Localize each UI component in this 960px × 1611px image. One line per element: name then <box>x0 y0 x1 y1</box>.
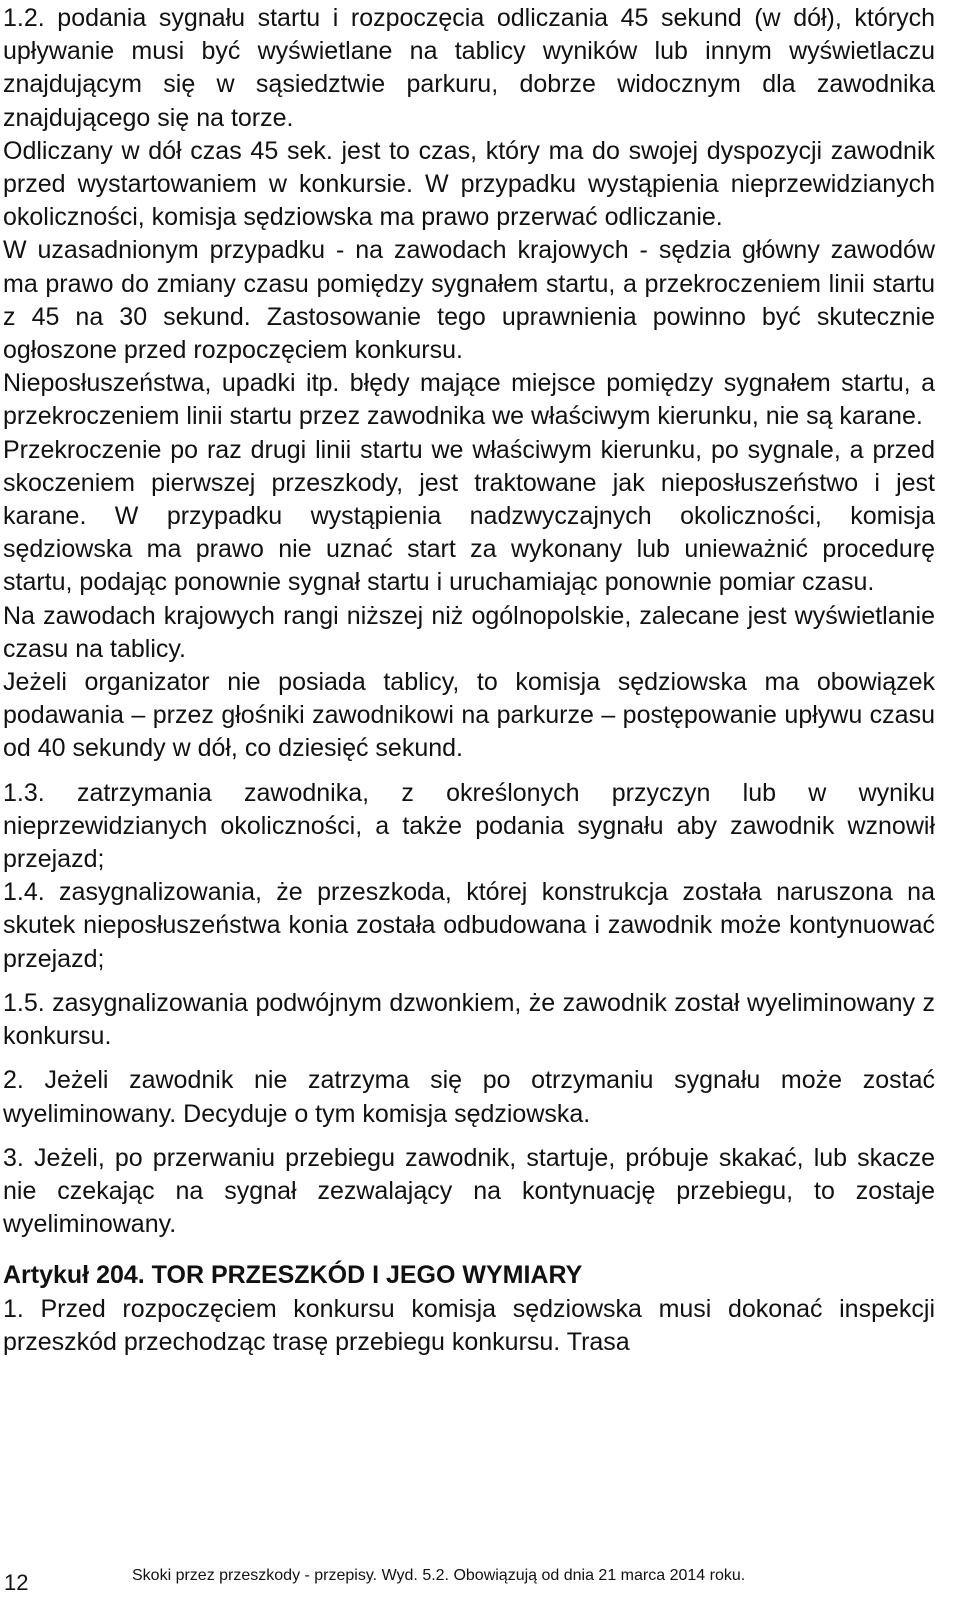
paragraph-2: 2. Jeżeli zawodnik nie zatrzyma się po otrzymaniu sygnału może zostać wyeliminowany. Decyduje o tym komisja sędziowska. <box>3 1066 935 1128</box>
paragraph-1-5: 1.5. zasygnalizowania podwójnym dzwonkiem, że zawodnik został wyeliminowany z konkursu. <box>3 988 935 1051</box>
page-number: 12 <box>4 1570 29 1595</box>
paragraph-1-4: 1.4. zasygnalizowania, że przeszkoda, której konstrukcja została naruszona na skutek nieposłuszeństwa konia została odbudowana i zawodnik może kontynuować przejazd; <box>3 878 935 973</box>
document-body <box>3 2 935 1359</box>
paragraph-national-events: Na zawodach krajowych rangi niższej niż ogólnopolskie, zalecane jest wyświetlanie czasu na tablicy. <box>3 601 935 663</box>
article-heading: Artykuł 204. TOR PRZESZKÓD I JEGO WYMIARY <box>3 1261 583 1290</box>
paragraph-second-crossing: Przekroczenie po raz drugi linii startu we właściwym kierunku, po sygnale, a przed skoczeniem pierwszej przeszkody, jest traktowane jak nieposłuszeństwo i jest karane. W przypadku wystąpienia nadzwyczajnych okoliczności, komisja sędziowska ma prawo nie uznać start za wykonany lub unieważnić procedurę startu, podając ponownie sygnał startu i uruchamiając ponownie pomiar czasu. <box>3 435 935 597</box>
paragraph-3: 3. Jeżeli, po przerwaniu przebiegu zawodnik, startuje, próbuje skakać, lub skacze nie czekając na sygnał zezwalający na kontynuację przebiegu, to zostaje wyeliminowany. <box>3 1143 935 1239</box>
paragraph-justified-case: W uzasadnionym przypadku - na zawodach krajowych - sędzia główny zawodów ma prawo do zmiany czasu pomiędzy sygnałem startu, a przekroczeniem linii startu z 45 na 30 sekund. Zastosowanie tego uprawnienia powinno być skutecznie ogłoszone przed rozpoczęciem konkursu. <box>3 236 935 365</box>
paragraph-countdown: Odliczany w dół czas 45 sek. jest to czas, który ma do swojej dyspozycji zawodnik przed wystartowaniem w konkursie. W przypadku wystąpienia nieprzewidzianych okoliczności, komisja sędziowska ma prawo przerwać odliczanie. <box>3 136 935 232</box>
paragraph-no-board: Jeżeli organizator nie posiada tablicy, to komisja sędziowska ma obowiązek podawania – przez głośniki zawodnikowi na parkurze – postępowanie upływu czasu od 40 sekundy w dół, co dziesięć sekund. <box>3 668 935 763</box>
paragraph-1-3: 1.3. zatrzymania zawodnika, z określonych przyczyn lub w wyniku nieprzewidzianych okoliczności, a także podania sygnału aby zawodnik wznowił przejazd; <box>3 778 935 874</box>
footer-note: Skoki przez przeszkody - przepisy. Wyd. 5.2. Obowiązują od dnia 21 marca 2014 roku. <box>132 1567 746 1584</box>
paragraph-article-1: 1. Przed rozpoczęciem konkursu komisja sędziowska musi dokonać inspekcji przeszkód przechodząc trasę przebiegu konkursu. Trasa <box>3 1294 935 1356</box>
paragraph-1-2: 1.2. podania sygnału startu i rozpoczęcia odliczania 45 sekund (w dół), których upływanie musi być wyświetlane na tablicy wyników lub innym wyświetlaczu znajdującym się w sąsiedztwie parkuru, dobrze widocznym dla zawodnika znajdującego się na torze. <box>3 4 935 132</box>
paragraph-disobedience: Nieposłuszeństwa, upadki itp. błędy mające miejsce pomiędzy sygnałem startu, a przekroczeniem linii startu przez zawodnika we właściwym kierunku, nie są karane. <box>3 369 935 431</box>
